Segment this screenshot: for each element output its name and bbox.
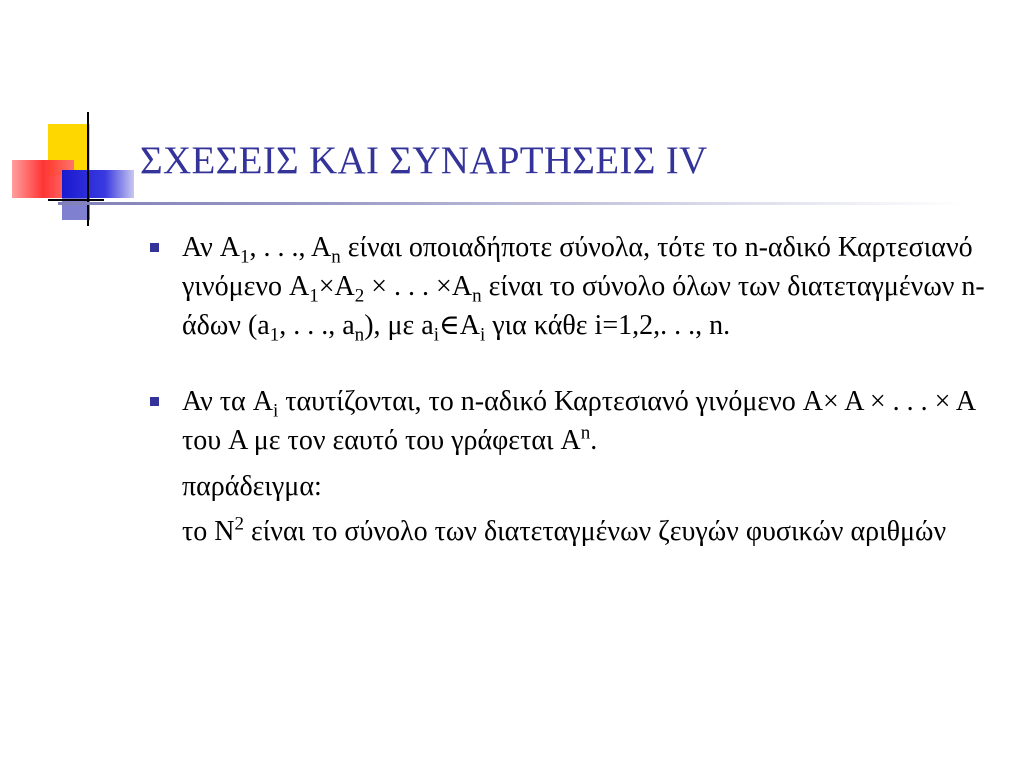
bullet-item-2: Αν τα $A_i$ ταυτίζονται, το n-αδικό Καρτεσιανό γινόμενο A× A × . . . × A του A με τον εαυτό του γράφεται $A^n$. xyxy=(150,382,1000,460)
title-underline xyxy=(58,202,964,205)
example-label: παράδειγμα: xyxy=(182,471,322,502)
slide-title: ΣΧΕΣΕΙΣ ΚΑΙ ΣΥΝΑΡΤΗΣΕΙΣ IV xyxy=(140,139,708,182)
bullet-item-1: Αν $A_1$, . . ., $A_n$ είναι οποιαδήποτε σύνολα, τότε το n-αδικό Καρτεσιανό γινόμενο $A_1\times A_2$ × . . . $\times A_n$ είναι το σύνολο όλων των διατεταγμένων n-άδων ($a_1$, . . ., $a_n$), με $a_i\in A_i$ για κάθε i=1,2,. . ., n. xyxy=(150,228,1000,345)
logo-blue-bar xyxy=(62,170,134,198)
slide-content xyxy=(150,228,1000,551)
example-text: το $N^2$ είναι το σύνολο των διατεταγμένων ζευγών φυσικών αριθμών xyxy=(182,513,947,547)
